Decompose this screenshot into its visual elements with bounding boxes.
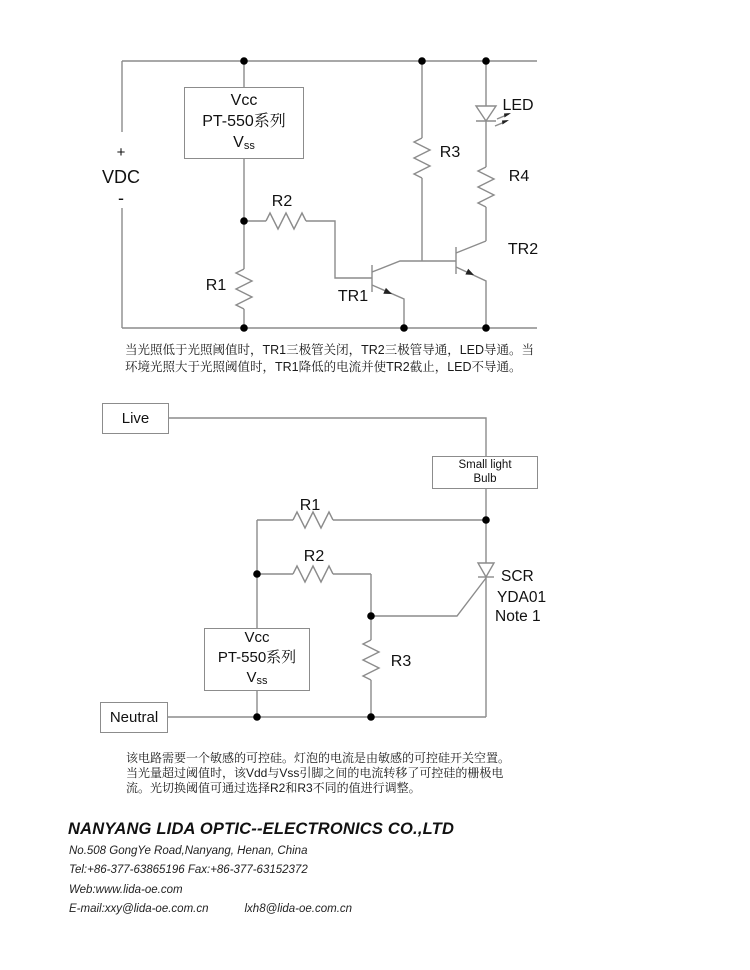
resistor-r3-symbol xyxy=(363,640,379,680)
tr2-label: TR2 xyxy=(507,241,539,258)
r2-label: R2 xyxy=(303,548,325,565)
circuit1-schematic xyxy=(102,57,538,332)
sensor-vcc-pin: Vcc xyxy=(244,629,270,646)
caption-line: 该电路需要一个敏感的可控硅。灯泡的电流是由敏感的可控硅开关空置。 xyxy=(126,751,511,765)
junction-dot xyxy=(253,570,261,578)
company-address: No.508 GongYe Road,Nanyang, Henan, China xyxy=(69,845,308,857)
junction-dot xyxy=(240,57,248,65)
supply-minus-label: - xyxy=(118,188,124,208)
r4-label: R4 xyxy=(508,168,530,185)
led-label: LED xyxy=(502,97,534,114)
junction-dot xyxy=(367,713,375,721)
resistor-r2-symbol xyxy=(293,566,333,582)
scr-label: SCR xyxy=(501,568,534,585)
transistor-tr1-symbol xyxy=(372,261,456,328)
pt550-sensor-box-2 xyxy=(204,628,310,691)
caption-line: 当光照低于光照阈值时，TR1三极管关闭，TR2三极管导通，LED导通。当 xyxy=(125,343,535,357)
caption-line: 环境光照大于光照阈值时，TR1降低的电流并使TR2截止，LED不导通。 xyxy=(125,359,522,374)
transistor-tr2-symbol xyxy=(456,241,486,328)
junction-dot xyxy=(253,713,261,721)
company-emails xyxy=(69,903,352,915)
scr-symbol xyxy=(371,563,494,717)
email-label: E-mail: xyxy=(69,903,105,915)
supply-plus-label: + xyxy=(116,144,126,161)
supply-vdc-label: VDC xyxy=(101,167,141,187)
tr2-emitter-arrow-icon xyxy=(465,269,474,275)
sensor-vcc-pin: Vcc xyxy=(230,91,258,109)
circuit1-caption xyxy=(125,342,534,375)
neutral-label: Neutral xyxy=(109,709,159,726)
led-symbol xyxy=(476,106,496,121)
r1-label: R1 xyxy=(299,497,321,514)
small-light-bulb-box xyxy=(432,456,538,489)
resistor-r1-symbol xyxy=(236,269,252,309)
live-wire xyxy=(169,418,486,456)
junction-dot xyxy=(482,57,490,65)
junction-dot xyxy=(240,217,248,225)
caption-line: 当光量超过阈值时，该Vdd与Vss引脚之间的电流转移了可控硅的栅极电 xyxy=(126,766,504,780)
sensor-vss-pin: Vss xyxy=(246,669,268,687)
sensor-series-name: PT-550系列 xyxy=(202,112,286,130)
caption-line: 流。光切换阈值可通过选择R2和R3不同的值进行调整。 xyxy=(126,781,421,795)
sensor-series-name: PT-550系列 xyxy=(217,649,297,666)
company-phone-fax: Tel:+86-377-63865196 Fax:+86-377-63152372 xyxy=(69,864,308,876)
resistor-r3-symbol xyxy=(414,138,430,178)
scr-part-label: YDA01 xyxy=(497,589,547,606)
neutral-terminal-box xyxy=(100,702,168,733)
scr-note-label: Note 1 xyxy=(495,608,541,625)
bulb-label-line1: Small light xyxy=(458,459,512,471)
tr1-emitter-arrow-icon xyxy=(383,288,392,294)
circuit2-caption xyxy=(126,751,510,796)
r3-label: R3 xyxy=(390,653,412,670)
resistor-r1-symbol xyxy=(293,512,333,528)
led-emission-arrow-icon xyxy=(502,120,509,125)
junction-dot xyxy=(482,516,490,524)
email-address-1: xxy@lida-oe.com.cn xyxy=(104,903,209,915)
resistor-r4-symbol xyxy=(478,167,494,207)
junction-dot xyxy=(482,324,490,332)
company-name: NANYANG LIDA OPTIC--ELECTRONICS CO.,LTD xyxy=(68,820,455,838)
junction-dot xyxy=(400,324,408,332)
company-website: Web:www.lida-oe.com xyxy=(69,884,183,896)
scr-gate-wire xyxy=(371,578,486,616)
junction-dot xyxy=(367,612,375,620)
junction-dot xyxy=(240,324,248,332)
junction-dot xyxy=(418,57,426,65)
live-terminal-box xyxy=(102,403,169,434)
pt550-sensor-box xyxy=(184,87,304,159)
live-label: Live xyxy=(121,410,150,427)
r1-label: R1 xyxy=(205,277,227,294)
resistor-r2-symbol xyxy=(266,213,306,229)
r2-label: R2 xyxy=(271,193,293,210)
sensor-vss-pin: Vss xyxy=(233,133,255,152)
email-address-2: lxh8@lida-oe.com.cn xyxy=(244,903,353,915)
r2-to-tr1-base-wire xyxy=(306,221,372,278)
tr1-label: TR1 xyxy=(337,288,369,305)
bulb-label-line2: Bulb xyxy=(473,472,497,485)
r3-label: R3 xyxy=(439,144,461,161)
